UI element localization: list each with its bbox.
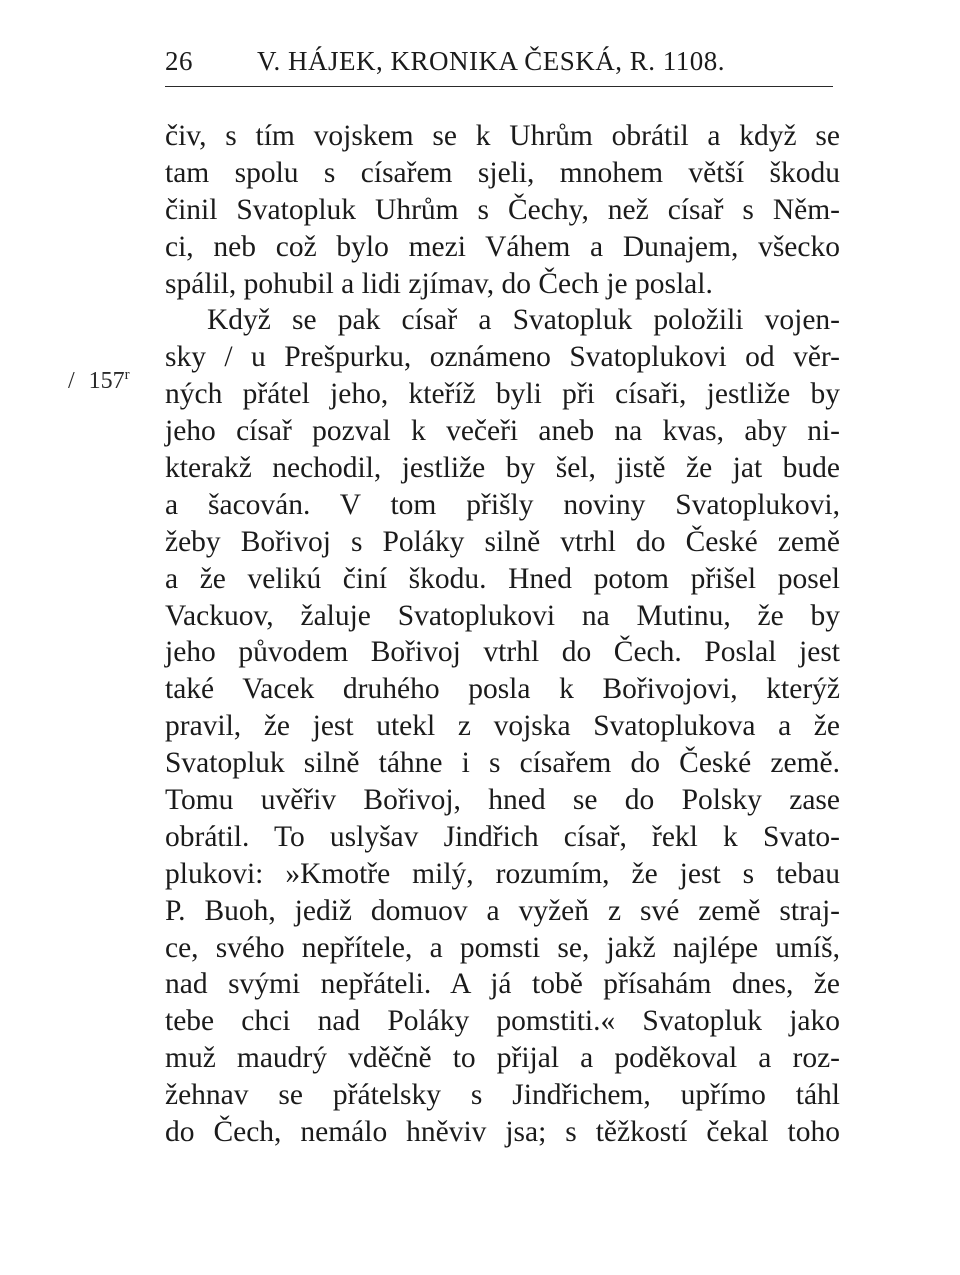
text-line: P. Buoh, jediž domuov a vyžeň z své země straj- xyxy=(165,894,840,927)
text-line: tebe chci nad Poláky pomstiti.« Svatopluk jako xyxy=(165,1005,840,1038)
text-line: také Vacek druhého posla k Bořivojovi, kterýž xyxy=(165,673,840,706)
text-line: a šacován. V tom přišly noviny Svatoplukovi, xyxy=(165,488,840,521)
text-line: ci, neb což bylo mezi Váhem a Dunajem, všecko xyxy=(165,230,840,263)
paragraph-1 xyxy=(165,118,840,302)
text-line: ce, svého nepřítele, a pomsti se, jakž najlépe umíš, xyxy=(165,931,840,964)
folio-margin-note xyxy=(68,367,130,395)
text-line: Tomu uvěřiv Bořivoj, hned se do Polsky zase xyxy=(165,784,840,817)
text-line: a že velikú činí škodu. Hned potom přišel posel xyxy=(165,562,840,595)
text-line: plukovi: »Kmotře milý, rozumím, že jest s tebau xyxy=(165,857,840,890)
text-line: obrátil. To uslyšav Jindřich císař, řekl k Svato- xyxy=(165,820,840,853)
text-line: muž maudrý vděčně to přijal a poděkoval a roz- xyxy=(165,1042,840,1075)
text-line: pravil, že jest utekl z vojska Svatoplukova a že xyxy=(165,710,840,743)
text-line: žehnav se přátelsky s Jindřichem, upřímo táhl xyxy=(165,1079,840,1112)
header-rule xyxy=(165,86,833,87)
text-line: nad svými nepřáteli. A já tobě přísahám dnes, že xyxy=(165,968,840,1001)
text-line: jeho původem Bořivoj vtrhl do Čech. Poslal jest xyxy=(165,636,840,669)
body-text xyxy=(165,118,840,1151)
text-line: jeho císař pozval k večeři aneb na kvas, aby ni- xyxy=(165,415,840,448)
folio-number: 157 xyxy=(88,368,125,394)
paragraph-2 xyxy=(165,302,840,1150)
text-line: ných přátel jeho, kteříž byli při císaři, jestliže by xyxy=(165,378,840,411)
text-line: sky / u Prešpurku, oznámeno Svatoplukovi od věr- xyxy=(165,341,840,374)
folio-side: r xyxy=(124,367,130,383)
text-line: tam spolu s císařem sjeli, mnohem větší škodu xyxy=(165,156,840,189)
text-line: Když se pak císař a Svatopluk položili vojen- xyxy=(207,304,840,337)
text-line: žeby Bořivoj s Poláky silně vtrhl do České země xyxy=(165,525,840,558)
page-number: 26 xyxy=(165,46,193,76)
text-line: Svatopluk silně táhne i s císařem do České země. xyxy=(165,747,840,780)
folio-slash: / xyxy=(68,368,75,394)
page-header xyxy=(165,46,835,82)
text-line: čiv, s tím vojskem se k Uhrům obrátil a když se xyxy=(165,120,840,152)
text-line: činil Svatopluk Uhrům s Čechy, než císař s Něm- xyxy=(165,193,840,226)
running-title: V. HÁJEK, KRONIKA ČESKÁ, R. 1108. xyxy=(257,46,726,76)
text-line: spálil, pohubil a lidi zjímav, do Čech je poslal. xyxy=(165,267,713,300)
text-line: kterakž nechodil, jestliže by šel, jistě že jat bude xyxy=(165,452,840,485)
text-line: do Čech, nemálo hněviv jsa; s těžkostí čekal toho xyxy=(165,1116,840,1149)
text-line: Vackuov, žaluje Svatoplukovi na Mutinu, že by xyxy=(165,599,840,632)
